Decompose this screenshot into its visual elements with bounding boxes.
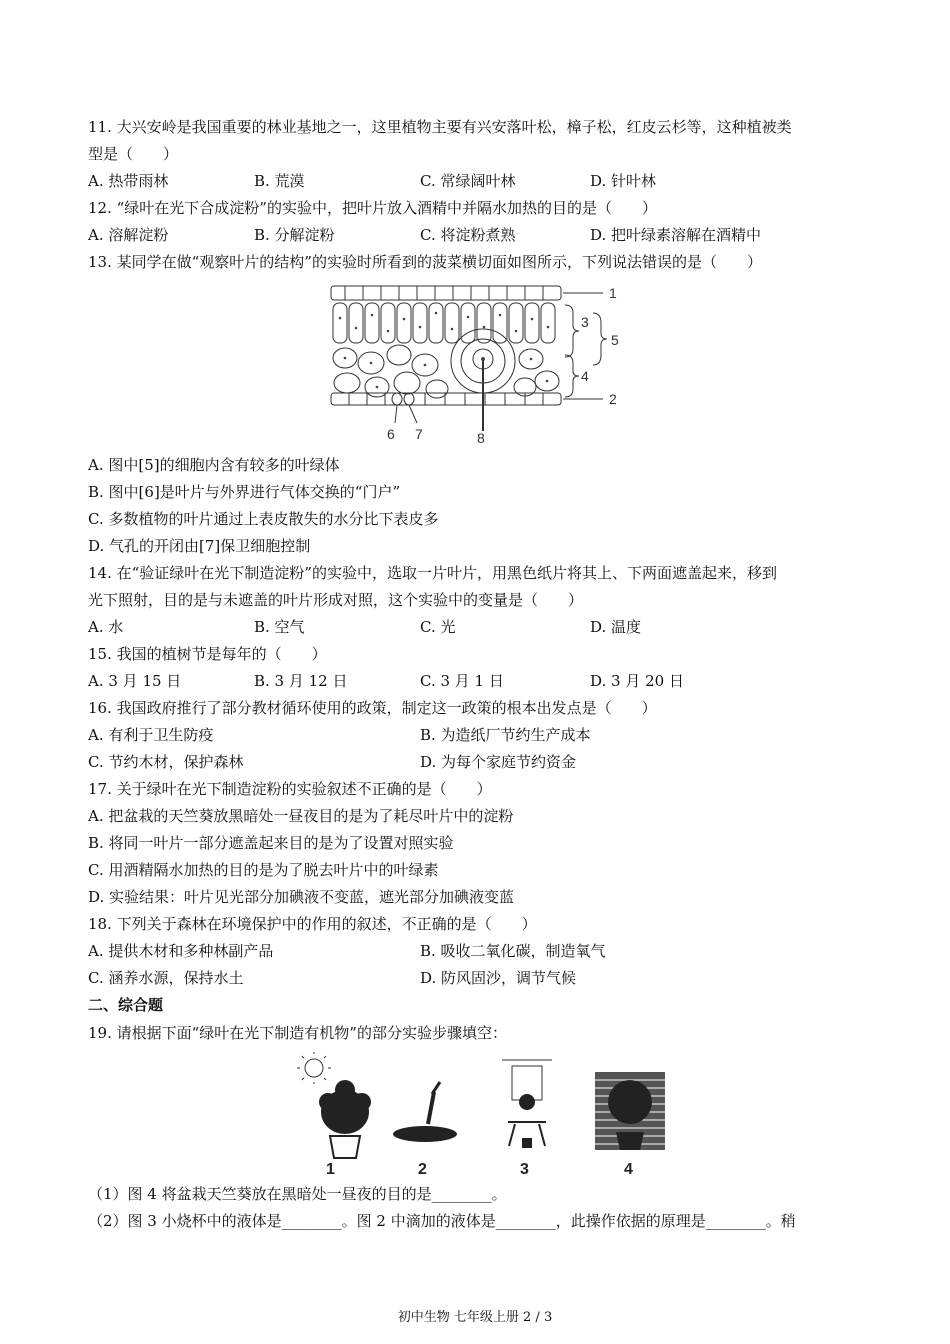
q15-option-d: D. 3 月 20 日: [590, 672, 684, 690]
fig13-label-1: 1: [609, 285, 617, 301]
page-footer: 初中生物 七年级上册 2 / 3: [397, 1310, 553, 1325]
q14-stem-line2: 光下照射，目的是与未遮盖的叶片形成对照，这个实验中的变量是（ ）: [88, 591, 584, 609]
q14-option-c: C. 光: [420, 618, 456, 636]
q14-option-b: B. 空气: [254, 618, 305, 636]
q18-option-d: D. 防风固沙，调节气候: [420, 969, 577, 987]
fig13-label-5: 5: [611, 332, 619, 348]
q18-option-b: B. 吸收二氧化碳，制造氧气: [420, 942, 606, 960]
q19-sub2: （2）图 3 小烧杯中的液体是________。图 2 中滴加的液体是________，此操作依据的原理是________。稍: [88, 1212, 796, 1230]
q16-option-a: A. 有利于卫生防疫: [88, 726, 214, 744]
q14-stem-line1: 14. 在“验证绿叶在光下制造淀粉”的实验中，选取一片叶片，用黑色纸片将其上、下两面遮盖起来，移到: [88, 564, 777, 582]
q12-option-d: D. 把叶绿素溶解在酒精中: [590, 226, 762, 244]
q13-stem: 13. 某同学在做“观察叶片的结构”的实验时所看到的菠菜横切面如图所示，下列说法错误的是（ ）: [88, 253, 762, 271]
step2-dropper-dish-icon: [393, 1082, 457, 1142]
q18-option-a: A. 提供木材和多种林副产品: [88, 942, 274, 960]
section-heading: 二、综合题: [88, 996, 164, 1014]
q17-option-a: A. 把盆栽的天竺葵放黑暗处一昼夜目的是为了耗尽叶片中的淀粉: [88, 807, 514, 825]
q15-option-a: A. 3 月 15 日: [88, 672, 182, 690]
q14-option-a: A. 水: [88, 618, 124, 636]
leaf-cross-section-figure: [325, 283, 635, 445]
q13-option-d: D. 气孔的开闭由[7]保卫细胞控制: [88, 537, 311, 555]
fig13-label-3: 3: [581, 314, 589, 330]
q12-option-b: B. 分解淀粉: [254, 226, 335, 244]
q16-option-d: D. 为每个家庭节约资金: [420, 753, 577, 771]
q11-option-b: B. 荒漠: [254, 172, 305, 190]
q12-stem: 12. “绿叶在光下合成淀粉”的实验中，把叶片放入酒精中并隔水加热的目的是（ ）: [88, 199, 657, 217]
q17-option-c: C. 用酒精隔水加热的目的是为了脱去叶片中的叶绿素: [88, 861, 439, 879]
fig19-label-2: 2: [418, 1161, 427, 1177]
q15-option-b: B. 3 月 12 日: [254, 672, 348, 690]
q11-stem-line2: 型是（ ）: [88, 145, 179, 163]
fig13-label-7: 7: [415, 426, 423, 442]
fig19-label-1: 1: [326, 1161, 335, 1177]
q12-option-a: A. 溶解淀粉: [88, 226, 169, 244]
fig19-label-3: 3: [520, 1161, 529, 1177]
q11-option-c: C. 常绿阔叶林: [420, 172, 516, 190]
q11-option-a: A. 热带雨林: [88, 172, 169, 190]
q14-option-d: D. 温度: [590, 618, 642, 636]
q16-option-c: C. 节约木材，保护森林: [88, 753, 244, 771]
q19-stem: 19. 请根据下面“绿叶在光下制造有机物”的部分实验步骤填空：: [88, 1024, 507, 1042]
q13-option-a: A. 图中[5]的细胞内含有较多的叶绿体: [88, 456, 340, 474]
fig13-label-8: 8: [477, 430, 485, 445]
q17-option-d: D. 实验结果：叶片见光部分加碘液不变蓝，遮光部分加碘液变蓝: [88, 888, 515, 906]
fig19-label-4: 4: [624, 1161, 633, 1177]
fig13-label-2: 2: [609, 391, 617, 407]
q15-stem: 15. 我国的植树节是每年的（ ）: [88, 645, 327, 663]
q13-option-b: B. 图中[6]是叶片与外界进行气体交换的“门户”: [88, 483, 401, 501]
step1-sun-plant-icon: [297, 1052, 371, 1158]
q19-sub1: （1）图 4 将盆栽天竺葵放在黑暗处一昼夜的目的是________。: [88, 1185, 507, 1203]
q18-stem: 18. 下列关于森林在环境保护中的作用的叙述，不正确的是（ ）: [88, 915, 537, 933]
step3-beaker-heating-icon: [502, 1060, 552, 1148]
q17-stem: 17. 关于绿叶在光下制造淀粉的实验叙述不正确的是（ ）: [88, 780, 492, 798]
q11-option-d: D. 针叶林: [590, 172, 657, 190]
fig13-label-6: 6: [387, 426, 395, 442]
experiment-steps-figure: [290, 1052, 690, 1177]
q16-stem: 16. 我国政府推行了部分教材循环使用的政策，制定这一政策的根本出发点是（ ）: [88, 699, 657, 717]
q11-stem-line1: 11. 大兴安岭是我国重要的林业基地之一，这里植物主要有兴安落叶松，樟子松，红皮云杉等，这种植被类: [88, 118, 792, 136]
q17-option-b: B. 将同一叶片一部分遮盖起来目的是为了设置对照实验: [88, 834, 454, 852]
q12-option-c: C. 将淀粉煮熟: [420, 226, 516, 244]
q16-option-b: B. 为造纸厂节约生产成本: [420, 726, 591, 744]
q15-option-c: C. 3 月 1 日: [420, 672, 504, 690]
q13-option-c: C. 多数植物的叶片通过上表皮散失的水分比下表皮多: [88, 510, 439, 528]
q18-option-c: C. 涵养水源，保持水土: [88, 969, 244, 987]
fig13-label-4: 4: [581, 368, 589, 384]
step4-plant-in-dark-icon: [595, 1072, 665, 1150]
